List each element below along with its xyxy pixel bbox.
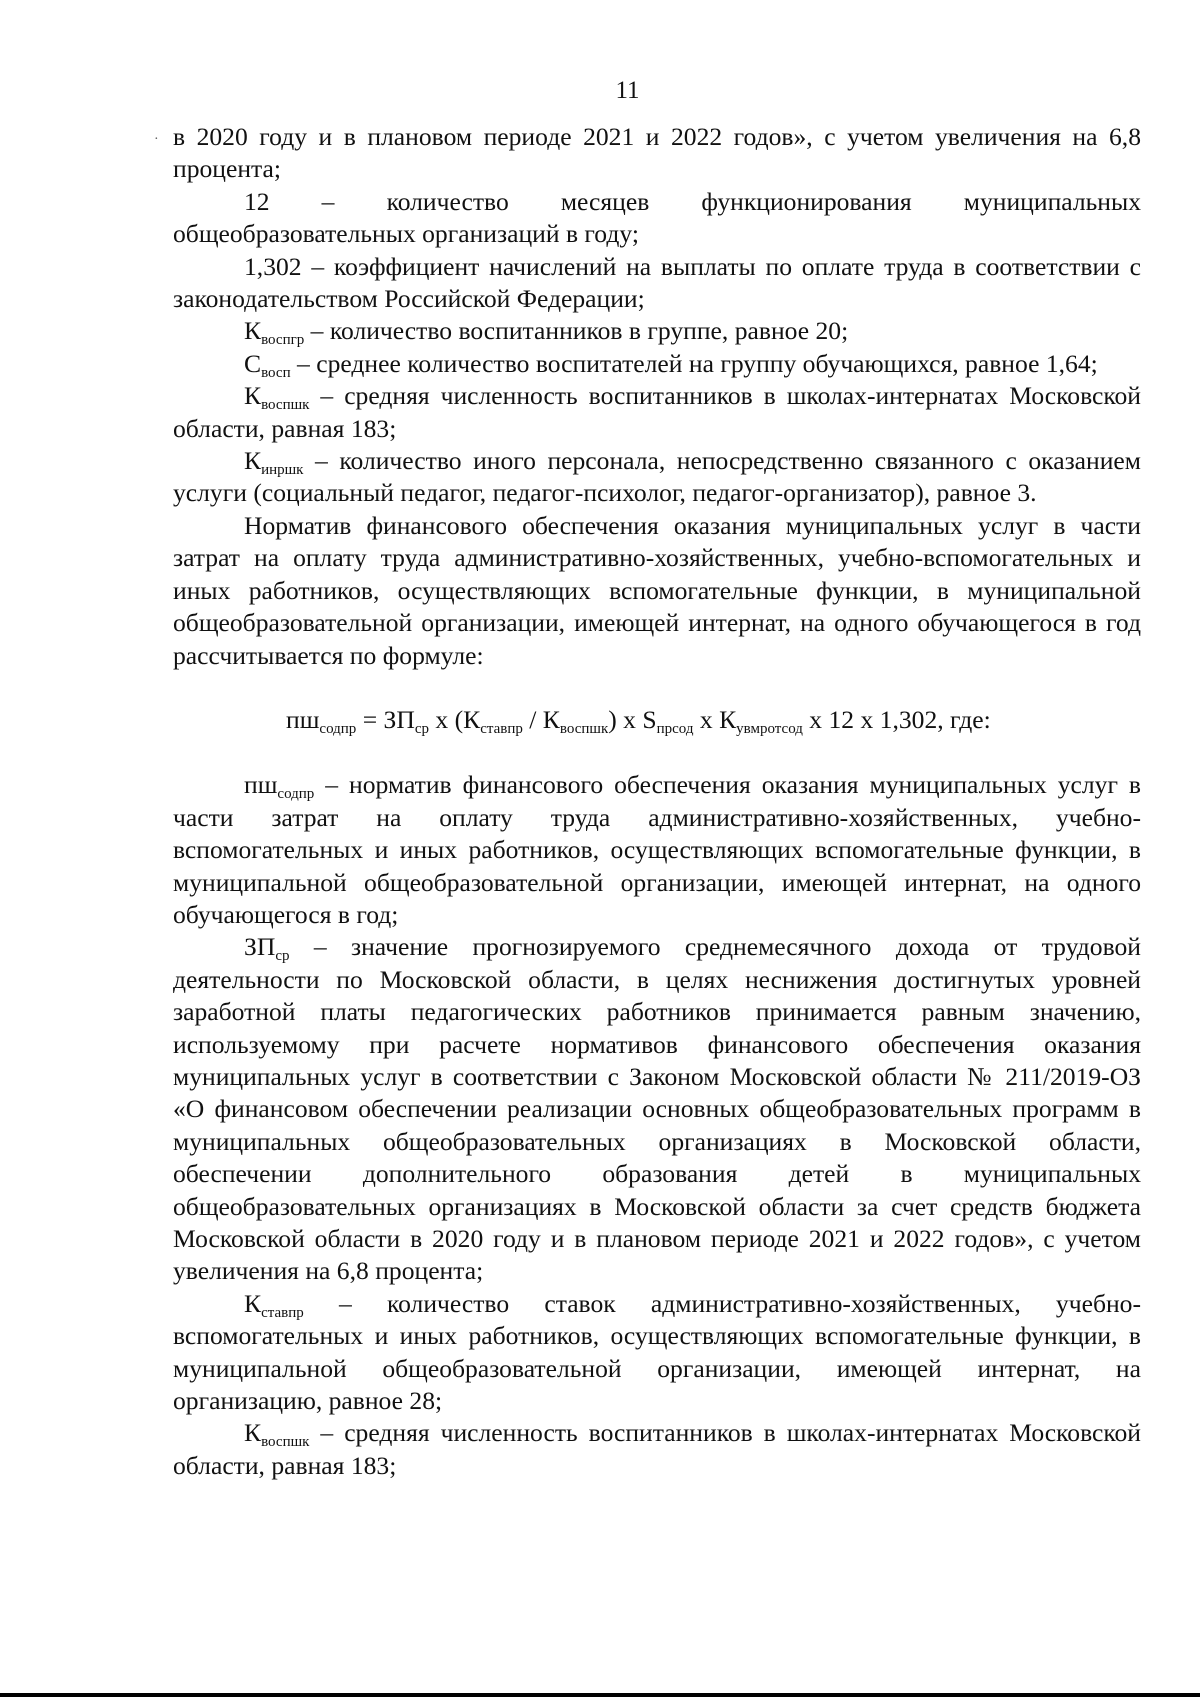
scan-bottom-border <box>0 1693 1200 1697</box>
definition-paragraph: $К_{воспшк}$ – средняя численность воспитанников в школах-интернатах Московской области, равная 183; <box>173 1418 1141 1480</box>
intro-paragraphs <box>173 121 1141 672</box>
paragraph: 12 – количество месяцев функционирования муниципальных общеобразовательных организаций в году; <box>173 186 1141 249</box>
formula-definitions <box>173 769 1141 1482</box>
paragraph: $К_{инршк}$ – количество иного персонала, непосредственно связанного с оказанием услуги (социальный педагог, педагог-психолог, педагог-организатор), равное 3. <box>173 446 1141 508</box>
definition-paragraph: $ЗП_{ср}$ – значение прогнозируемого среднемесячного дохода от трудовой деятельности по Московской области, в целях неснижения достигнутых уровней заработной платы педагогических работников принимается равным значению, используемому при расчете нормативов финансового обеспечения оказания муниципальных услуг в соответствии с Законом Московской области № 211/2019-ОЗ «О финансовом обеспечении реализации основных общеобразовательных программ в муниципальных общеобразовательных организациях в Московской области, обеспечении дополнительного образования детей в муниципальных общеобразовательных организациях в Московской области за счет средств бюджета Московской области в 2020 году и в плановом периоде 2021 и 2022 годов», с учетом увеличения на 6,8 процента; <box>173 932 1141 1286</box>
paragraph: Норматив финансового обеспечения оказания муниципальных услуг в части затрат на оплату труда административно-хозяйственных, учебно-вспомогательных и иных работников, осуществляющих вспомогательные функции, в муниципальной общеобразовательной организации, имеющей интернат, на одного обучающегося в год рассчитывается по формуле: <box>173 510 1141 670</box>
definition-paragraph: $К_{ставпр}$ – количество ставок административно-хозяйственных, учебно-вспомогательных и иных работников, осуществляющих вспомогательные функции, в муниципальной общеобразовательной организации, имеющей интернат, на организацию, равное 28; <box>173 1288 1141 1416</box>
paragraph: $К_{воспгр}$ – количество воспитанников в группе, равное 20; <box>244 316 849 349</box>
page-number: 11 <box>615 77 640 104</box>
paragraph: в 2020 году и в плановом периоде 2021 и 2022 годов», с учетом увеличения на 6,8 процента; <box>173 122 1141 184</box>
paragraph: 1,302 – коэффициент начислений на выплаты по оплате труда в соответствии с законодательством Российской Федерации; <box>173 251 1141 314</box>
definition-paragraph: $пш_{содпр}$ – норматив финансового обеспечения оказания муниципальных услуг в части затрат на оплату труда административно-хозяйственных, учебно-вспомогательных и иных работников, осуществляющих вспомогательные функции, в муниципальной общеобразовательной организации, имеющей интернат, на одного обучающегося в год; <box>173 770 1141 929</box>
formula: $пш_{содпр} = ЗП_{ср}$ х $(К_{ставпр} / К_{воспшк})$ х $S_{прсод}$ х $К_{увмротсод}$ х 12 х 1,302, где: <box>286 704 991 737</box>
document-body <box>173 121 1141 1482</box>
scan-dot: · <box>154 132 159 147</box>
paragraph: $С_{восп}$ – среднее количество воспитателей на группу обучающихся, равное 1,64; <box>244 348 1098 381</box>
paragraph: $К_{воспшк}$ – средняя численность воспитанников в школах-интернатах Московской области, равная 183; <box>173 381 1141 443</box>
